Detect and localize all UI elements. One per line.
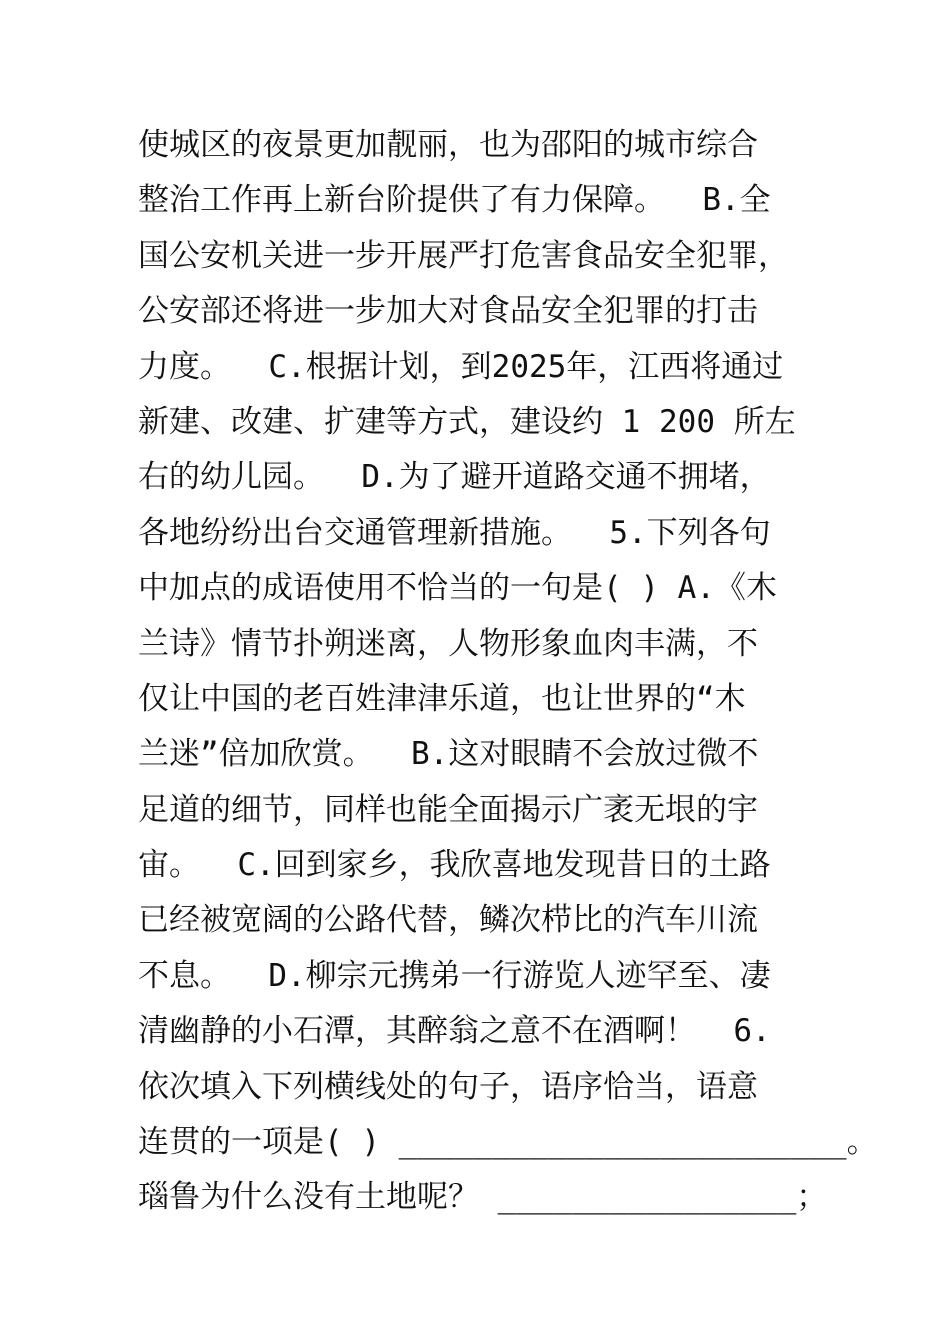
- text-line-7: 右的幼儿园。 D.为了避开道路交通不拥堵，: [138, 459, 771, 496]
- text-line-6: 新建、改建、扩建等方式，建设约 1 200 所左: [138, 403, 796, 440]
- text-line-12: 兰迷”倍加欣赏。 B.这对眼睛不会放过微不: [138, 736, 759, 773]
- text-line-19: 连贯的一项是( ) ________________________。: [138, 1124, 878, 1161]
- text-line-2: 整治工作再上新台阶提供了有力保障。 B.全: [138, 182, 771, 219]
- text-line-4: 公安部还将进一步加大对食品安全犯罪的打击: [138, 293, 758, 330]
- text-line-5: 力度。 C.根据计划，到2025年，江西将通过: [138, 348, 784, 385]
- text-line-16: 不息。 D.柳宗元携弟一行游览人迹罕至、凄: [138, 957, 771, 994]
- text-line-11: 仅让中国的老百姓津津乐道，也让世界的“木: [138, 680, 746, 717]
- text-line-8: 各地纷纷出台交通管理新措施。 5.下列各句: [138, 514, 771, 551]
- text-line-18: 依次填入下列横线处的句子，语序恰当，语意: [138, 1068, 758, 1105]
- text-line-17: 清幽静的小石潭，其醉翁之意不在酒啊！ 6.: [138, 1013, 771, 1050]
- text-line-9: 中加点的成语使用不恰当的一句是( ) A.《木: [138, 570, 777, 607]
- body-text: [138, 118, 878, 1226]
- text-line-1: 使城区的夜景更加靓丽，也为邵阳的城市综合: [138, 127, 758, 163]
- text-line-14: 宙。 C.回到家乡，我欣喜地发现昔日的土路: [138, 847, 771, 884]
- text-line-20: 瑙鲁为什么没有土地呢？ ________________；: [138, 1179, 828, 1216]
- text-line-3: 国公安机关进一步开展严打危害食品安全犯罪，: [138, 237, 789, 274]
- text-line-15: 已经被宽阔的公路代替，鳞次栉比的汽车川流: [138, 902, 758, 939]
- text-line-10: 兰诗》情节扑朔迷离，人物形象血肉丰满，不: [138, 625, 758, 662]
- text-line-13: 足道的细节，同样也能全面揭示广袤无垠的宇: [138, 791, 758, 828]
